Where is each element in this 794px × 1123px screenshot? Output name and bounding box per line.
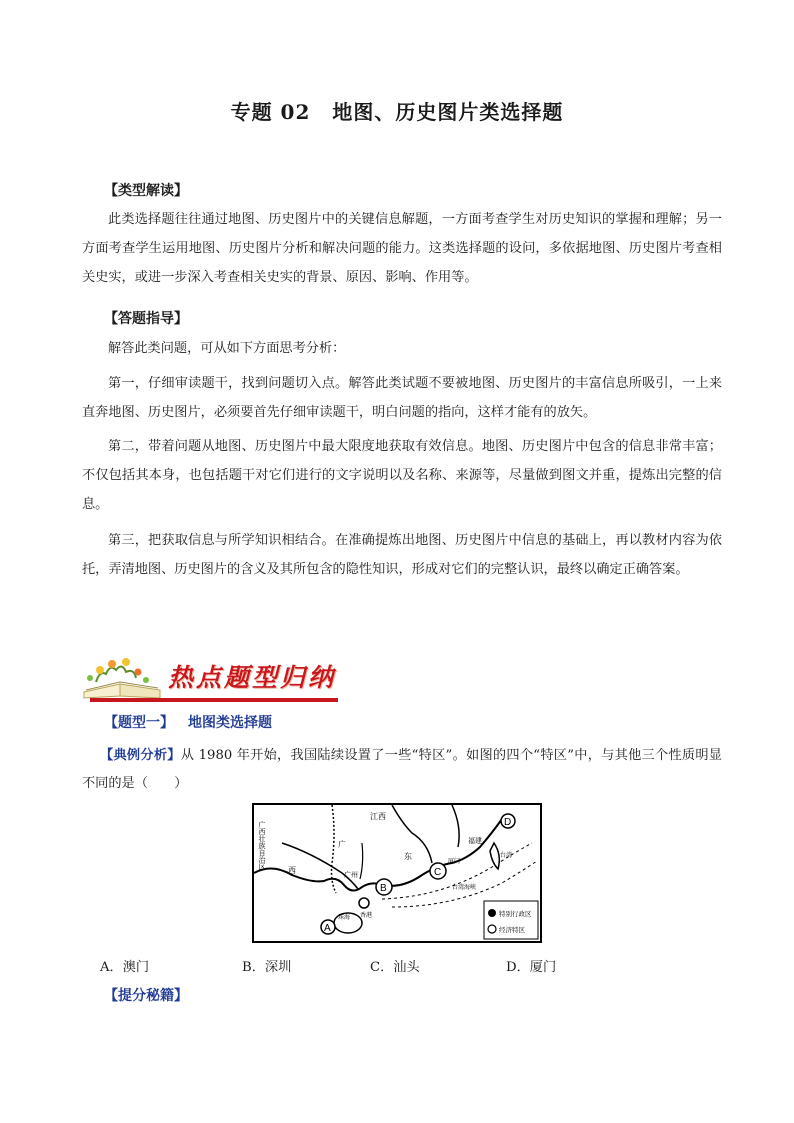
option-c-letter: C． — [370, 960, 394, 975]
label-hongkong: 香港 — [360, 912, 373, 919]
option-a-text: 澳门 — [122, 960, 150, 975]
option-c-text: 汕头 — [393, 960, 420, 975]
marker-c: C — [434, 867, 442, 878]
type-reading-paragraph: 此类选择题往往通过地图、历史图片中的关键信息解题，一方面考查学生对历史知识的掌握和理解；另一方面考查学生运用地图、历史图片分析和解决问题的能力。这类选择题的设问，多依据地图、历史图片考查相关史实，或进一步深入考查相关史实的背景、原因、影响、作用等。 — [82, 212, 722, 285]
option-b-letter: B． — [242, 960, 265, 975]
label-strait: 台湾海峡 — [452, 884, 477, 891]
banner-underline — [90, 698, 338, 702]
label-xi: 西 — [288, 866, 296, 875]
option-d-letter: D． — [506, 960, 530, 975]
example-question-text: 从 1980 年开始，我国陆续设置了一些“特区”。如图的四个“特区”中，与其他三个性质明显不同的是（ ） — [82, 748, 722, 791]
label-zhuhai: 珠海 — [338, 914, 351, 921]
legend-sez: 经济特区 — [499, 926, 525, 934]
option-a[interactable] — [100, 956, 149, 975]
option-b-text: 深圳 — [264, 960, 292, 975]
option-d[interactable] — [506, 956, 556, 975]
label-xiamen: 厦门 — [448, 858, 461, 865]
label-fujian: 福建 — [468, 837, 482, 845]
title-number: 专题 02 — [230, 100, 311, 124]
marker-a: A — [324, 923, 331, 934]
banner-title: 热点题型归纳 — [168, 663, 337, 692]
hot-topics-banner — [76, 652, 338, 704]
option-b[interactable] — [242, 956, 291, 975]
type-one-tag: 【题型一】 — [104, 715, 174, 731]
answer-guide-intro: 解答此类问题，可从如下方面思考分析： — [108, 341, 346, 356]
answer-guide-heading: 【答题指导】 — [104, 311, 188, 327]
answer-guide-point-2: 第二，带着问题从地图、历史图片中最大限度地获取有效信息。地图、历史图片中包含的信息非常丰富；不仅包括其本身，也包括题干对它们进行的文字说明以及名称、来源等，尽量做到图文并重，提炼出完整的信息。 — [82, 439, 722, 512]
answer-guide-point-1: 第一，仔细审读题干，找到问题切入点。解答此类试题不要被地图、历史图片的丰富信息所吸引，一上来直奔地图、历史图片，必须要首先仔细审读题干，明白问题的指向，这样才能有的放矢。 — [82, 376, 722, 420]
label-guang: 广 — [338, 840, 346, 849]
example-question — [82, 742, 722, 798]
label-jiangxi: 江西 — [370, 812, 386, 821]
page-title — [0, 96, 794, 125]
label-dong: 东 — [404, 852, 412, 861]
special-zones-map — [252, 803, 542, 943]
type-reading-heading: 【类型解读】 — [104, 183, 188, 199]
answer-guide-point-3: 第三，把获取信息与所学知识相结合。在准确提炼出地图、历史图片中信息的基础上，再以教材内容为依托，弄清地图、历史图片的含义及其所包含的隐性知识，形成对它们的完整认识，最终以确定正确答案。 — [82, 533, 722, 577]
marker-b: B — [380, 883, 387, 894]
label-guangxi: 广西壮族自治区 — [258, 821, 266, 870]
type-one-title: 地图类选择题 — [188, 715, 272, 731]
option-c[interactable] — [370, 956, 420, 975]
type-one-heading — [104, 712, 272, 732]
label-taiwan: 台湾 — [500, 852, 513, 859]
option-d-text: 厦门 — [529, 960, 557, 975]
option-a-letter: A． — [100, 960, 123, 975]
example-tag: 【典例分析】 — [100, 748, 181, 763]
label-guangzhou: 广州 — [344, 871, 358, 879]
book-flower-icon — [76, 652, 168, 700]
title-text: 地图、历史图片类选择题 — [332, 100, 564, 124]
legend-sar: 特别行政区 — [499, 910, 532, 918]
marker-d: D — [504, 817, 512, 828]
tips-heading: 【提分秘籍】 — [104, 988, 188, 1004]
